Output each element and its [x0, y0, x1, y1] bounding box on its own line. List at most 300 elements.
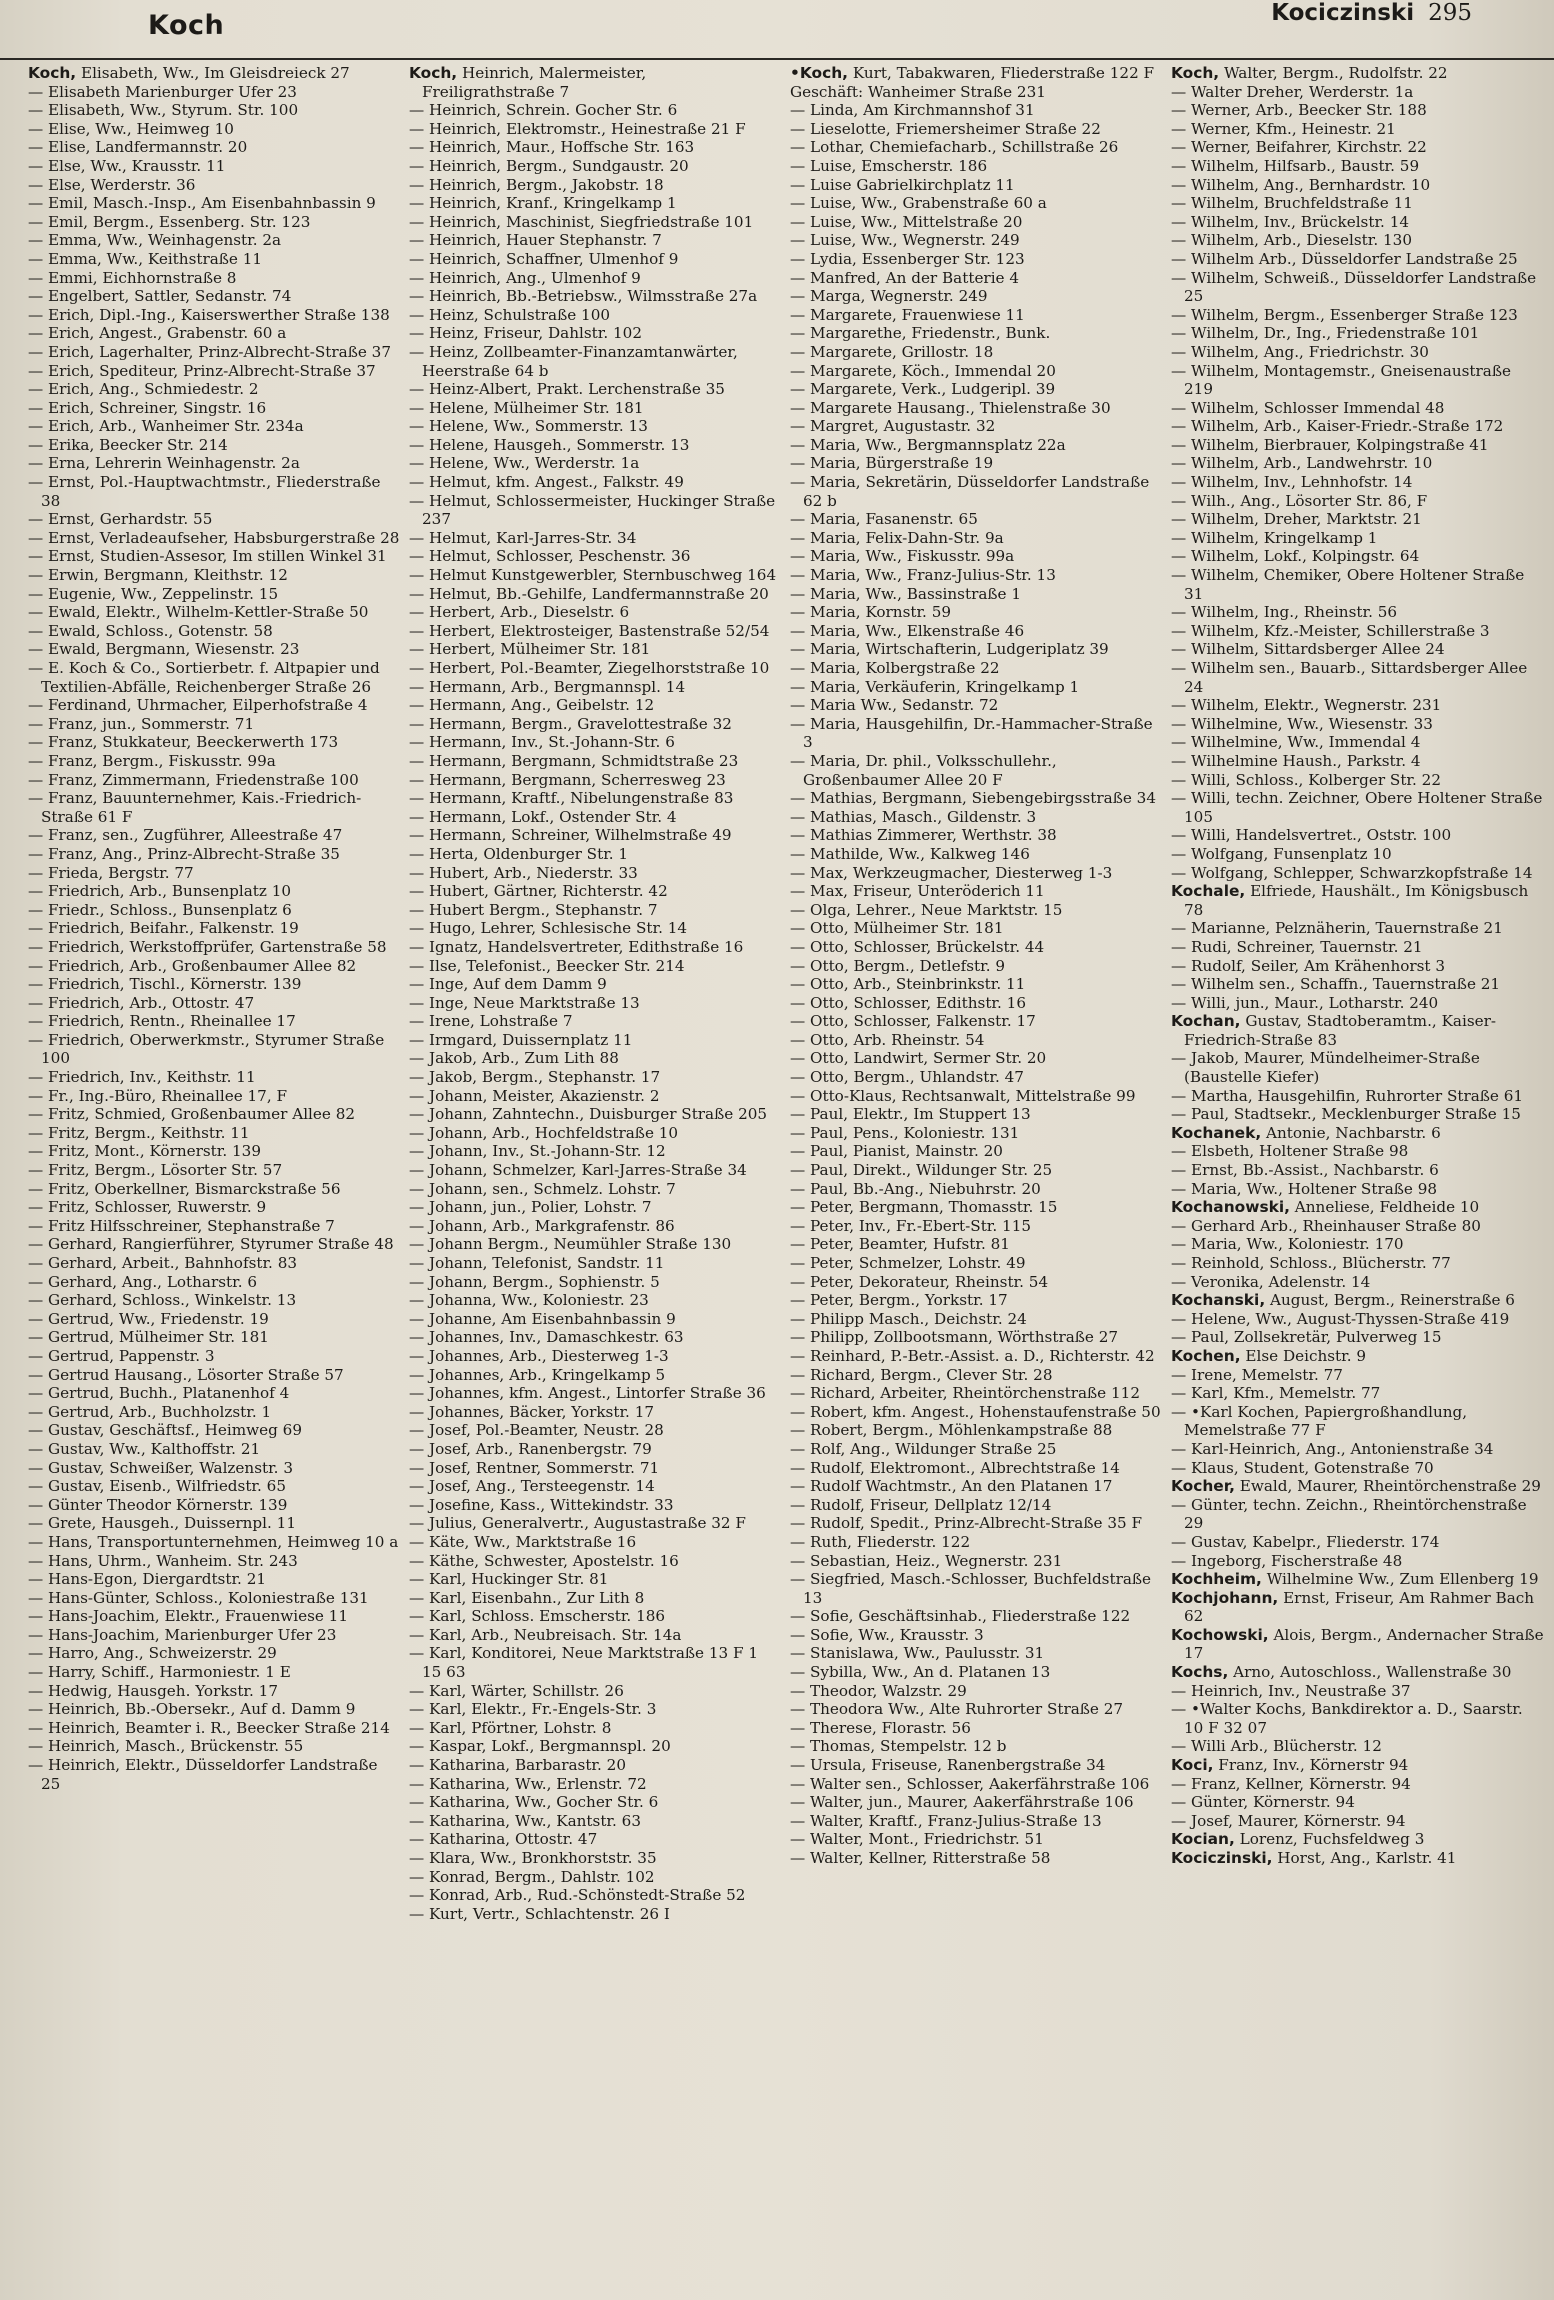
directory-entry	[1171, 1830, 1544, 1849]
directory-entry	[1171, 1663, 1544, 1682]
entry-text: — Emmi, Eichhornstraße 8	[28, 268, 237, 287]
directory-entry	[409, 919, 782, 938]
directory-entry	[28, 1124, 401, 1143]
directory-entry	[409, 454, 782, 473]
entry-text: — Friedrich, Inv., Keithstr. 11	[28, 1068, 256, 1087]
entry-text: — Fritz, Mont., Körnerstr. 139	[28, 1142, 261, 1161]
entry-text: — Paul, Stadtsekr., Mecklenburger Straße 15	[1171, 1105, 1521, 1124]
directory-entry	[790, 1756, 1163, 1775]
directory-entry	[28, 603, 401, 622]
entry-text: — Heinrich, Ang., Ulmenhof 9	[409, 268, 641, 287]
entry-text: Horst, Ang., Karlstr. 41	[1272, 1849, 1457, 1867]
entry-text: — Johann, Schmelzer, Karl-Jarres-Straße 34	[409, 1161, 747, 1180]
directory-entry	[409, 1291, 782, 1310]
directory-entry	[28, 343, 401, 362]
entry-text: — Max, Werkzeugmacher, Diesterweg 1-3	[790, 863, 1113, 882]
entry-text: — Heinz-Albert, Prakt. Lerchenstraße 35	[409, 380, 725, 399]
directory-entry	[409, 1607, 782, 1626]
entry-text: — Ferdinand, Uhrmacher, Eilperhofstraße 4	[28, 696, 368, 715]
entry-text: Lorenz, Fuchsfeldweg 3	[1234, 1830, 1425, 1849]
directory-entry	[409, 417, 782, 436]
entry-text: — Erich, Arb., Wanheimer Str. 234a	[28, 417, 304, 436]
directory-entry	[28, 640, 401, 659]
directory-entry	[409, 1105, 782, 1124]
entry-surname: Koci,	[1171, 1756, 1214, 1775]
entry-text: — Helene, Ww., Sommerstr. 13	[409, 417, 648, 436]
entry-text: — Helmut, Schlossermeister, Huckinger Straße 237	[409, 491, 776, 529]
directory-entry	[28, 399, 401, 418]
entry-text: — Herbert, Pol.-Beamter, Ziegelhorststraße 10	[409, 659, 770, 677]
directory-entry	[409, 640, 782, 659]
entry-text: — Ursula, Friseuse, Ranenbergstraße 34	[790, 1756, 1106, 1775]
directory-entry	[409, 1570, 782, 1589]
directory-entry	[790, 1737, 1163, 1756]
entry-text: — Erich, Schreiner, Singstr. 16	[28, 398, 267, 417]
entry-text: — Otto, Landwirt, Sermer Str. 20	[790, 1049, 1047, 1068]
directory-entry	[28, 1384, 401, 1403]
entry-text: — Stanislawa, Ww., Paulusstr. 31	[790, 1644, 1045, 1663]
entry-text: — Rudolf Wachtmstr., An den Platanen 17	[790, 1477, 1113, 1496]
directory-entry	[28, 547, 401, 566]
directory-entry	[790, 287, 1163, 306]
entry-text: — Johann, Meister, Akazienstr. 2	[409, 1086, 660, 1105]
entry-text: — Wilhelm, Ang., Friedrichstr. 30	[1171, 342, 1429, 361]
directory-entry	[1171, 1477, 1544, 1496]
entry-surname: Kochs,	[1171, 1663, 1229, 1682]
directory-entry	[790, 306, 1163, 325]
entry-text: — Maria, Ww., Fiskusstr. 99a	[790, 547, 1015, 566]
directory-entry	[409, 1235, 782, 1254]
entry-text: — Erwin, Bergmann, Kleithstr. 12	[28, 566, 288, 585]
entry-text: Walter, Bergm., Rudolfstr. 22	[1219, 64, 1448, 82]
directory-entry	[409, 269, 782, 288]
directory-entry	[790, 1607, 1163, 1626]
page-number: 295	[1428, 0, 1472, 26]
entry-text: — Wilhelmine Haush., Parkstr. 4	[1171, 751, 1421, 770]
entry-text: — Irene, Lohstraße 7	[409, 1012, 573, 1031]
directory-entry	[1171, 1626, 1544, 1663]
entry-text: — Friedrich, Beifahr., Falkenstr. 19	[28, 919, 299, 938]
directory-entry	[1171, 1087, 1544, 1106]
directory-entry	[28, 1403, 401, 1422]
entry-text: — Friedrich, Rentn., Rheinallee 17	[28, 1012, 296, 1031]
directory-entry	[1171, 343, 1544, 362]
entry-text: — Walter, jun., Maurer, Aakerfährstraße 106	[790, 1793, 1134, 1812]
entry-text: — Hermann, Kraftf., Nibelungenstraße 83	[409, 789, 734, 808]
header-last-name: Kociczinski	[1271, 0, 1415, 26]
entry-text: — Jakob, Arb., Zum Lith 88	[409, 1049, 619, 1068]
directory-entry	[409, 901, 782, 920]
directory-entry	[790, 1254, 1163, 1273]
entry-text: — Heinrich, Schaffner, Ulmenhof 9	[409, 249, 679, 268]
directory-entry	[409, 1273, 782, 1292]
directory-entry	[409, 1793, 782, 1812]
entry-text: — Hubert, Arb., Niederstr. 33	[409, 863, 638, 882]
entry-text: — Hermann, Bergm., Gravelottestraße 32	[409, 714, 732, 733]
entry-text: — Linda, Am Kirchmannshof 31	[790, 101, 1035, 120]
entry-surname: Kocian,	[1171, 1830, 1235, 1849]
entry-text: — Heinrich, Masch., Brückenstr. 55	[28, 1737, 304, 1756]
entry-text: — Karl, Kfm., Memelstr. 77	[1171, 1384, 1381, 1403]
entry-text: — Maria, Kornstr. 59	[790, 603, 952, 622]
entry-text: — Friedrich, Werkstoffprüfer, Gartenstraße 58	[28, 937, 387, 956]
entry-text: — Paul, Elektr., Im Stuppert 13	[790, 1105, 1031, 1124]
entry-text: — Johannes, Inv., Damaschkestr. 63	[409, 1328, 684, 1347]
directory-entry	[790, 1403, 1163, 1422]
directory-entry	[28, 510, 401, 529]
entry-text: — Peter, Schmelzer, Lohstr. 49	[790, 1254, 1026, 1272]
directory-entry	[790, 101, 1163, 120]
entry-text: — Ernst, Verladeaufseher, Habsburgerstraße 28	[28, 528, 400, 547]
entry-text: — Karl, Wärter, Schillstr. 26	[409, 1681, 624, 1700]
directory-entry	[1171, 733, 1544, 752]
directory-entry	[28, 1589, 401, 1608]
directory-entry	[409, 436, 782, 455]
directory-entry	[790, 678, 1163, 697]
directory-entry	[790, 864, 1163, 883]
entry-text: — Gustav, Geschäftsf., Heimweg 69	[28, 1421, 303, 1440]
entry-text: — Jakob, Maurer, Mündelheimer-Straße (Baustelle Kiefer)	[1171, 1049, 1480, 1087]
entry-surname: Koch,	[1171, 64, 1220, 82]
directory-entry	[409, 733, 782, 752]
directory-entry	[790, 176, 1163, 195]
entry-text: — Maria, Ww., Franz-Julius-Str. 13	[790, 566, 1056, 585]
directory-entry	[28, 436, 401, 455]
directory-entry	[409, 1012, 782, 1031]
entry-surname: Kochale,	[1171, 882, 1246, 901]
entry-text: August, Bergm., Reinerstraße 6	[1265, 1291, 1515, 1310]
entry-surname: Kochanowski,	[1171, 1198, 1290, 1217]
directory-entry	[790, 622, 1163, 641]
directory-entry	[790, 1068, 1163, 1087]
entry-text: — Harry, Schiff., Harmoniestr. 1 E	[28, 1663, 291, 1682]
entry-text: — Gerhard, Arbeit., Bahnhofstr. 83	[28, 1254, 298, 1272]
directory-entry	[1171, 1366, 1544, 1385]
directory-entry	[790, 1663, 1163, 1682]
directory-entry	[28, 473, 401, 510]
entry-text: — Karl, Elektr., Fr.-Engels-Str. 3	[409, 1700, 657, 1719]
entry-text: — Ewald, Bergmann, Wiesenstr. 23	[28, 640, 300, 659]
entry-text: — Karl, Schloss. Emscherstr. 186	[409, 1607, 666, 1626]
directory-entry	[1171, 473, 1544, 492]
entry-text: — Otto, Arb. Rheinstr. 54	[790, 1030, 985, 1049]
entry-text: — Josef, Arb., Ranenbergstr. 79	[409, 1439, 652, 1458]
entry-text: — Heinz, Friseur, Dahlstr. 102	[409, 324, 643, 343]
entry-text: — Paul, Bb.-Ang., Niebuhrstr. 20	[790, 1179, 1041, 1198]
directory-entry	[1171, 362, 1544, 399]
entry-text: — Johann, jun., Polier, Lohstr. 7	[409, 1198, 652, 1217]
entry-text: — Günter Theodor Körnerstr. 139	[28, 1495, 288, 1514]
directory-entry	[790, 919, 1163, 938]
directory-entry	[28, 1570, 401, 1589]
entry-text: — Wilhelm, Arb., Kaiser-Friedr.-Straße 172	[1171, 417, 1504, 436]
entry-text: — Maria, Ww., Bergmannsplatz 22a	[790, 435, 1066, 454]
directory-entry	[409, 492, 782, 529]
directory-entry	[409, 1180, 782, 1199]
directory-entry	[28, 269, 401, 288]
directory-entry	[1171, 194, 1544, 213]
directory-entry	[28, 101, 401, 120]
entry-text: — Karl-Heinrich, Ang., Antonienstraße 34	[1171, 1439, 1494, 1458]
entry-text: — Heinrich, Inv., Neustraße 37	[1171, 1681, 1411, 1700]
directory-entry	[409, 1496, 782, 1515]
directory-entry	[28, 901, 401, 920]
entry-text: — Franz, Stukkateur, Beeckerwerth 173	[28, 733, 339, 752]
entry-text: — Irmgard, Duissernplatz 11	[409, 1030, 633, 1049]
directory-entry	[1171, 603, 1544, 622]
directory-entry	[28, 1347, 401, 1366]
entry-text: — Ernst, Studien-Assesor, Im stillen Winkel 31	[28, 547, 387, 566]
entry-text: — Wilhelm, Hilfsarb., Baustr. 59	[1171, 156, 1420, 175]
entry-text: — Maria, Wirtschafterin, Ludgeriplatz 39	[790, 640, 1109, 659]
entry-text: — E. Koch & Co., Sortierbetr. f. Altpapier und Textilien-Abfälle, Reichenberger Straße 26	[28, 659, 380, 696]
directory-entry	[790, 510, 1163, 529]
directory-entry	[409, 250, 782, 269]
entry-text: — Paul, Zollsekretär, Pulverweg 15	[1171, 1328, 1442, 1347]
directory-entry	[409, 1849, 782, 1868]
directory-entry	[28, 1291, 401, 1310]
entry-text: — Theodor, Walzstr. 29	[790, 1681, 967, 1700]
directory-entry	[28, 1012, 401, 1031]
entry-text: — Hans-Günter, Schloss., Koloniestraße 131	[28, 1588, 369, 1607]
directory-entry	[28, 1459, 401, 1478]
entry-text: — Maria, Ww., Bassinstraße 1	[790, 584, 1022, 603]
directory-entry	[1171, 1105, 1544, 1124]
entry-text: — Johanna, Ww., Koloniestr. 23	[409, 1291, 649, 1310]
directory-entry	[409, 176, 782, 195]
directory-entry	[1171, 1570, 1544, 1589]
directory-entry	[1171, 957, 1544, 976]
entry-text: — Johannes, kfm. Angest., Lintorfer Straße 36	[409, 1384, 766, 1403]
entry-text: — Gertrud, Pappenstr. 3	[28, 1346, 215, 1365]
directory-entry	[409, 1421, 782, 1440]
entry-text: — Fritz, Bergm., Keithstr. 11	[28, 1123, 250, 1142]
directory-entry	[409, 957, 782, 976]
directory-entry	[409, 678, 782, 697]
entry-text: — Johann, sen., Schmelz. Lohstr. 7	[409, 1179, 676, 1198]
entry-text: — Inge, Auf dem Damm 9	[409, 975, 607, 994]
entry-text: — Hermann, Schreiner, Wilhelmstraße 49	[409, 826, 732, 845]
entry-text: Franz, Inv., Körnerstr 94	[1213, 1756, 1409, 1775]
entry-text: — Johann Bergm., Neumühler Straße 130	[409, 1235, 732, 1254]
entry-text: — Herbert, Arb., Dieselstr. 6	[409, 603, 630, 622]
entry-text: — Wilhelm, Bruchfeldstraße 11	[1171, 194, 1413, 213]
directory-entry	[790, 696, 1163, 715]
entry-text: — Peter, Beamter, Hufstr. 81	[790, 1235, 1010, 1254]
entry-text: — Maria, Ww., Holtener Straße 98	[1171, 1179, 1438, 1198]
entry-text: — Klara, Ww., Bronkhorststr. 35	[409, 1849, 657, 1867]
directory-entry	[409, 1142, 782, 1161]
directory-entry	[1171, 1589, 1544, 1626]
entry-text: — Karl, Pförtner, Lohstr. 8	[409, 1718, 612, 1737]
directory-entry	[28, 696, 401, 715]
directory-entry	[28, 771, 401, 790]
entry-text: — Katharina, Barbarastr. 20	[409, 1756, 626, 1775]
directory-entry	[790, 380, 1163, 399]
directory-entry	[790, 1217, 1163, 1236]
entry-text: — Herbert, Mülheimer Str. 181	[409, 640, 651, 659]
directory-entry	[1171, 826, 1544, 845]
entry-text: — Heinrich, Maschinist, Siegfriedstraße 101	[409, 212, 754, 231]
entry-text: — Maria, Ww., Elkenstraße 46	[790, 621, 1025, 640]
directory-entry	[1171, 566, 1544, 603]
entry-text: — Kaspar, Lokf., Bergmannspl. 20	[409, 1737, 671, 1756]
directory-entry	[28, 1087, 401, 1106]
directory-entry	[28, 1105, 401, 1124]
directory-entry	[409, 138, 782, 157]
entry-text: — Wilhelm, Elektr., Wegnerstr. 231	[1171, 696, 1442, 715]
directory-entry	[409, 64, 782, 101]
entry-text: — Josef, Rentner, Sommerstr. 71	[409, 1458, 660, 1477]
directory-entry	[409, 1031, 782, 1050]
directory-entry	[409, 1514, 782, 1533]
directory-entry	[790, 882, 1163, 901]
entry-text: — Marianne, Pelznäherin, Tauernstraße 21	[1171, 919, 1503, 938]
entry-text: — Gerhard, Ang., Lotharstr. 6	[28, 1272, 258, 1291]
entry-text: — Richard, Bergm., Clever Str. 28	[790, 1365, 1053, 1384]
directory-entry	[1171, 492, 1544, 511]
entry-text: — Erich, Dipl.-Ing., Kaiserswerther Straße 138	[28, 305, 390, 324]
directory-entry	[409, 1217, 782, 1236]
entry-text: — Wilhelm, Dreher, Marktstr. 21	[1171, 510, 1422, 529]
directory-entry	[409, 1533, 782, 1552]
directory-entry	[1171, 1812, 1544, 1831]
directory-entry	[790, 1644, 1163, 1663]
directory-entry	[1171, 1328, 1544, 1347]
directory-entry	[790, 120, 1163, 139]
directory-entry	[409, 1049, 782, 1068]
directory-entry	[409, 1905, 782, 1924]
entry-text: — Richard, Arbeiter, Rheintörchenstraße 112	[790, 1384, 1140, 1403]
entry-text: — Friedrich, Tischl., Körnerstr. 139	[28, 975, 302, 994]
directory-entry	[790, 1031, 1163, 1050]
entry-text: — Katharina, Ottostr. 47	[409, 1830, 598, 1849]
entry-text: — Max, Friseur, Unteröderich 11	[790, 882, 1045, 901]
entry-text: — Reinhard, P.-Betr.-Assist. a. D., Richterstr. 42	[790, 1346, 1155, 1365]
entry-text: — Luise, Ww., Grabenstraße 60 a	[790, 194, 1047, 213]
directory-entry	[790, 417, 1163, 436]
directory-entry	[409, 120, 782, 139]
directory-entry	[790, 1198, 1163, 1217]
directory-entry	[1171, 771, 1544, 790]
directory-entry	[28, 659, 401, 696]
directory-entry	[28, 83, 401, 102]
directory-entry	[409, 1459, 782, 1478]
page-header	[0, 0, 1554, 60]
entry-text: Kurt, Tabakwaren, Fliederstraße 122 F	[848, 64, 1155, 82]
entry-text: — Johannes, Bäcker, Yorkstr. 17	[409, 1402, 655, 1421]
directory-entry	[409, 864, 782, 883]
directory-entry	[409, 622, 782, 641]
entry-text: — Harro, Ang., Schweizerstr. 29	[28, 1644, 277, 1663]
entry-text: — Heinrich, Bergm., Sundgaustr. 20	[409, 156, 689, 175]
directory-entry	[790, 362, 1163, 381]
entry-text: — Heinz, Schulstraße 100	[409, 305, 611, 324]
directory-entry	[409, 529, 782, 548]
entry-text: — Otto-Klaus, Rechtsanwalt, Mittelstraße 99	[790, 1086, 1136, 1105]
directory-entry	[790, 826, 1163, 845]
directory-entry	[1171, 306, 1544, 325]
directory-entry	[790, 1626, 1163, 1645]
directory-entry	[28, 994, 401, 1013]
directory-entry	[1171, 864, 1544, 883]
directory-entry	[790, 1012, 1163, 1031]
directory-entry	[409, 101, 782, 120]
entry-text: — Gerhard, Schloss., Winkelstr. 13	[28, 1291, 297, 1310]
entry-text: — Katharina, Ww., Kantstr. 63	[409, 1811, 642, 1830]
entry-text: — Franz, Ang., Prinz-Albrecht-Straße 35	[28, 844, 340, 863]
entry-text: — Johann, Bergm., Sophienstr. 5	[409, 1272, 660, 1291]
entry-text: — Friedrich, Arb., Bunsenplatz 10	[28, 882, 292, 901]
entry-text: — Hans, Uhrm., Wanheim. Str. 243	[28, 1551, 298, 1570]
directory-entry	[28, 529, 401, 548]
entry-text: — Engelbert, Sattler, Sedanstr. 74	[28, 287, 292, 306]
directory-entry	[28, 733, 401, 752]
directory-entry	[28, 882, 401, 901]
directory-entry	[1171, 436, 1544, 455]
directory-entry	[28, 715, 401, 734]
entry-text: — Hermann, Arb., Bergmannspl. 14	[409, 677, 686, 696]
directory-entry	[790, 399, 1163, 418]
directory-entry	[28, 845, 401, 864]
entry-surname: •Koch,	[790, 64, 848, 82]
directory-entry	[1171, 845, 1544, 864]
directory-entry	[28, 454, 401, 473]
directory-entry	[409, 1700, 782, 1719]
entry-text: — Paul, Pianist, Mainstr. 20	[790, 1142, 1003, 1161]
directory-entry	[1171, 120, 1544, 139]
directory-columns	[28, 64, 1552, 2292]
entry-text: — Käthe, Schwester, Apostelstr. 16	[409, 1551, 679, 1570]
entry-text: — Robert, kfm. Angest., Hohenstaufenstraße 50	[790, 1402, 1161, 1421]
entry-text: — Luise Gabrielkirchplatz 11	[790, 175, 1015, 194]
directory-entry	[1171, 250, 1544, 269]
entry-text: — Erich, Ang., Schmiedestr. 2	[28, 380, 259, 399]
entry-text: — •Walter Kochs, Bankdirektor a. D., Saarstr. 10 F 32 07	[1171, 1700, 1523, 1737]
directory-entry	[409, 1812, 782, 1831]
entry-text: — Johannes, Arb., Kringelkamp 5	[409, 1365, 666, 1384]
entry-text: Elisabeth, Ww., Im Gleisdreieck 27	[76, 64, 350, 82]
entry-text: — Rudolf, Friseur, Dellplatz 12/14	[790, 1495, 1052, 1514]
entry-surname: Kochjohann,	[1171, 1588, 1279, 1607]
directory-entry	[28, 1552, 401, 1571]
entry-text: — Luise, Emscherstr. 186	[790, 156, 988, 175]
directory-entry	[28, 250, 401, 269]
entry-text: — Wilhelm, Chemiker, Obere Holtener Straße 31	[1171, 566, 1525, 603]
directory-entry	[409, 1830, 782, 1849]
entry-text: — Otto, Schlosser, Falkenstr. 17	[790, 1012, 1036, 1031]
entry-text: — Ilse, Telefonist., Beecker Str. 214	[409, 956, 685, 975]
entry-text: — Fritz, Oberkellner, Bismarckstraße 56	[28, 1179, 341, 1198]
entry-text: — Walter, Mont., Friedrichstr. 51	[790, 1830, 1044, 1849]
entry-text: — Lydia, Essenberger Str. 123	[790, 249, 1025, 268]
entry-text: Ernst, Friseur, Am Rahmer Bach 62	[1184, 1588, 1535, 1626]
entry-text: — Mathias, Masch., Gildenstr. 3	[790, 807, 1037, 826]
entry-text: — Helene, Mülheimer Str. 181	[409, 398, 644, 417]
directory-entry	[1171, 1440, 1544, 1459]
directory-entry	[1171, 1849, 1544, 1868]
directory-entry	[1171, 1793, 1544, 1812]
entry-text: — Gustav, Kabelpr., Fliederstr. 174	[1171, 1532, 1440, 1551]
entry-text: — Mathias Zimmerer, Werthstr. 38	[790, 826, 1057, 845]
entry-text: — Wilhelm Arb., Düsseldorfer Landstraße 25	[1171, 249, 1518, 268]
directory-entry	[790, 1049, 1163, 1068]
entry-text: — Sofie, Ww., Krausstr. 3	[790, 1625, 984, 1644]
entry-text: — Wilhelm, Bergm., Essenberger Straße 123	[1171, 305, 1518, 324]
entry-surname: Kochowski,	[1171, 1625, 1269, 1644]
directory-entry	[1171, 696, 1544, 715]
entry-text: — Karl, Eisenbahn., Zur Lith 8	[409, 1588, 645, 1607]
